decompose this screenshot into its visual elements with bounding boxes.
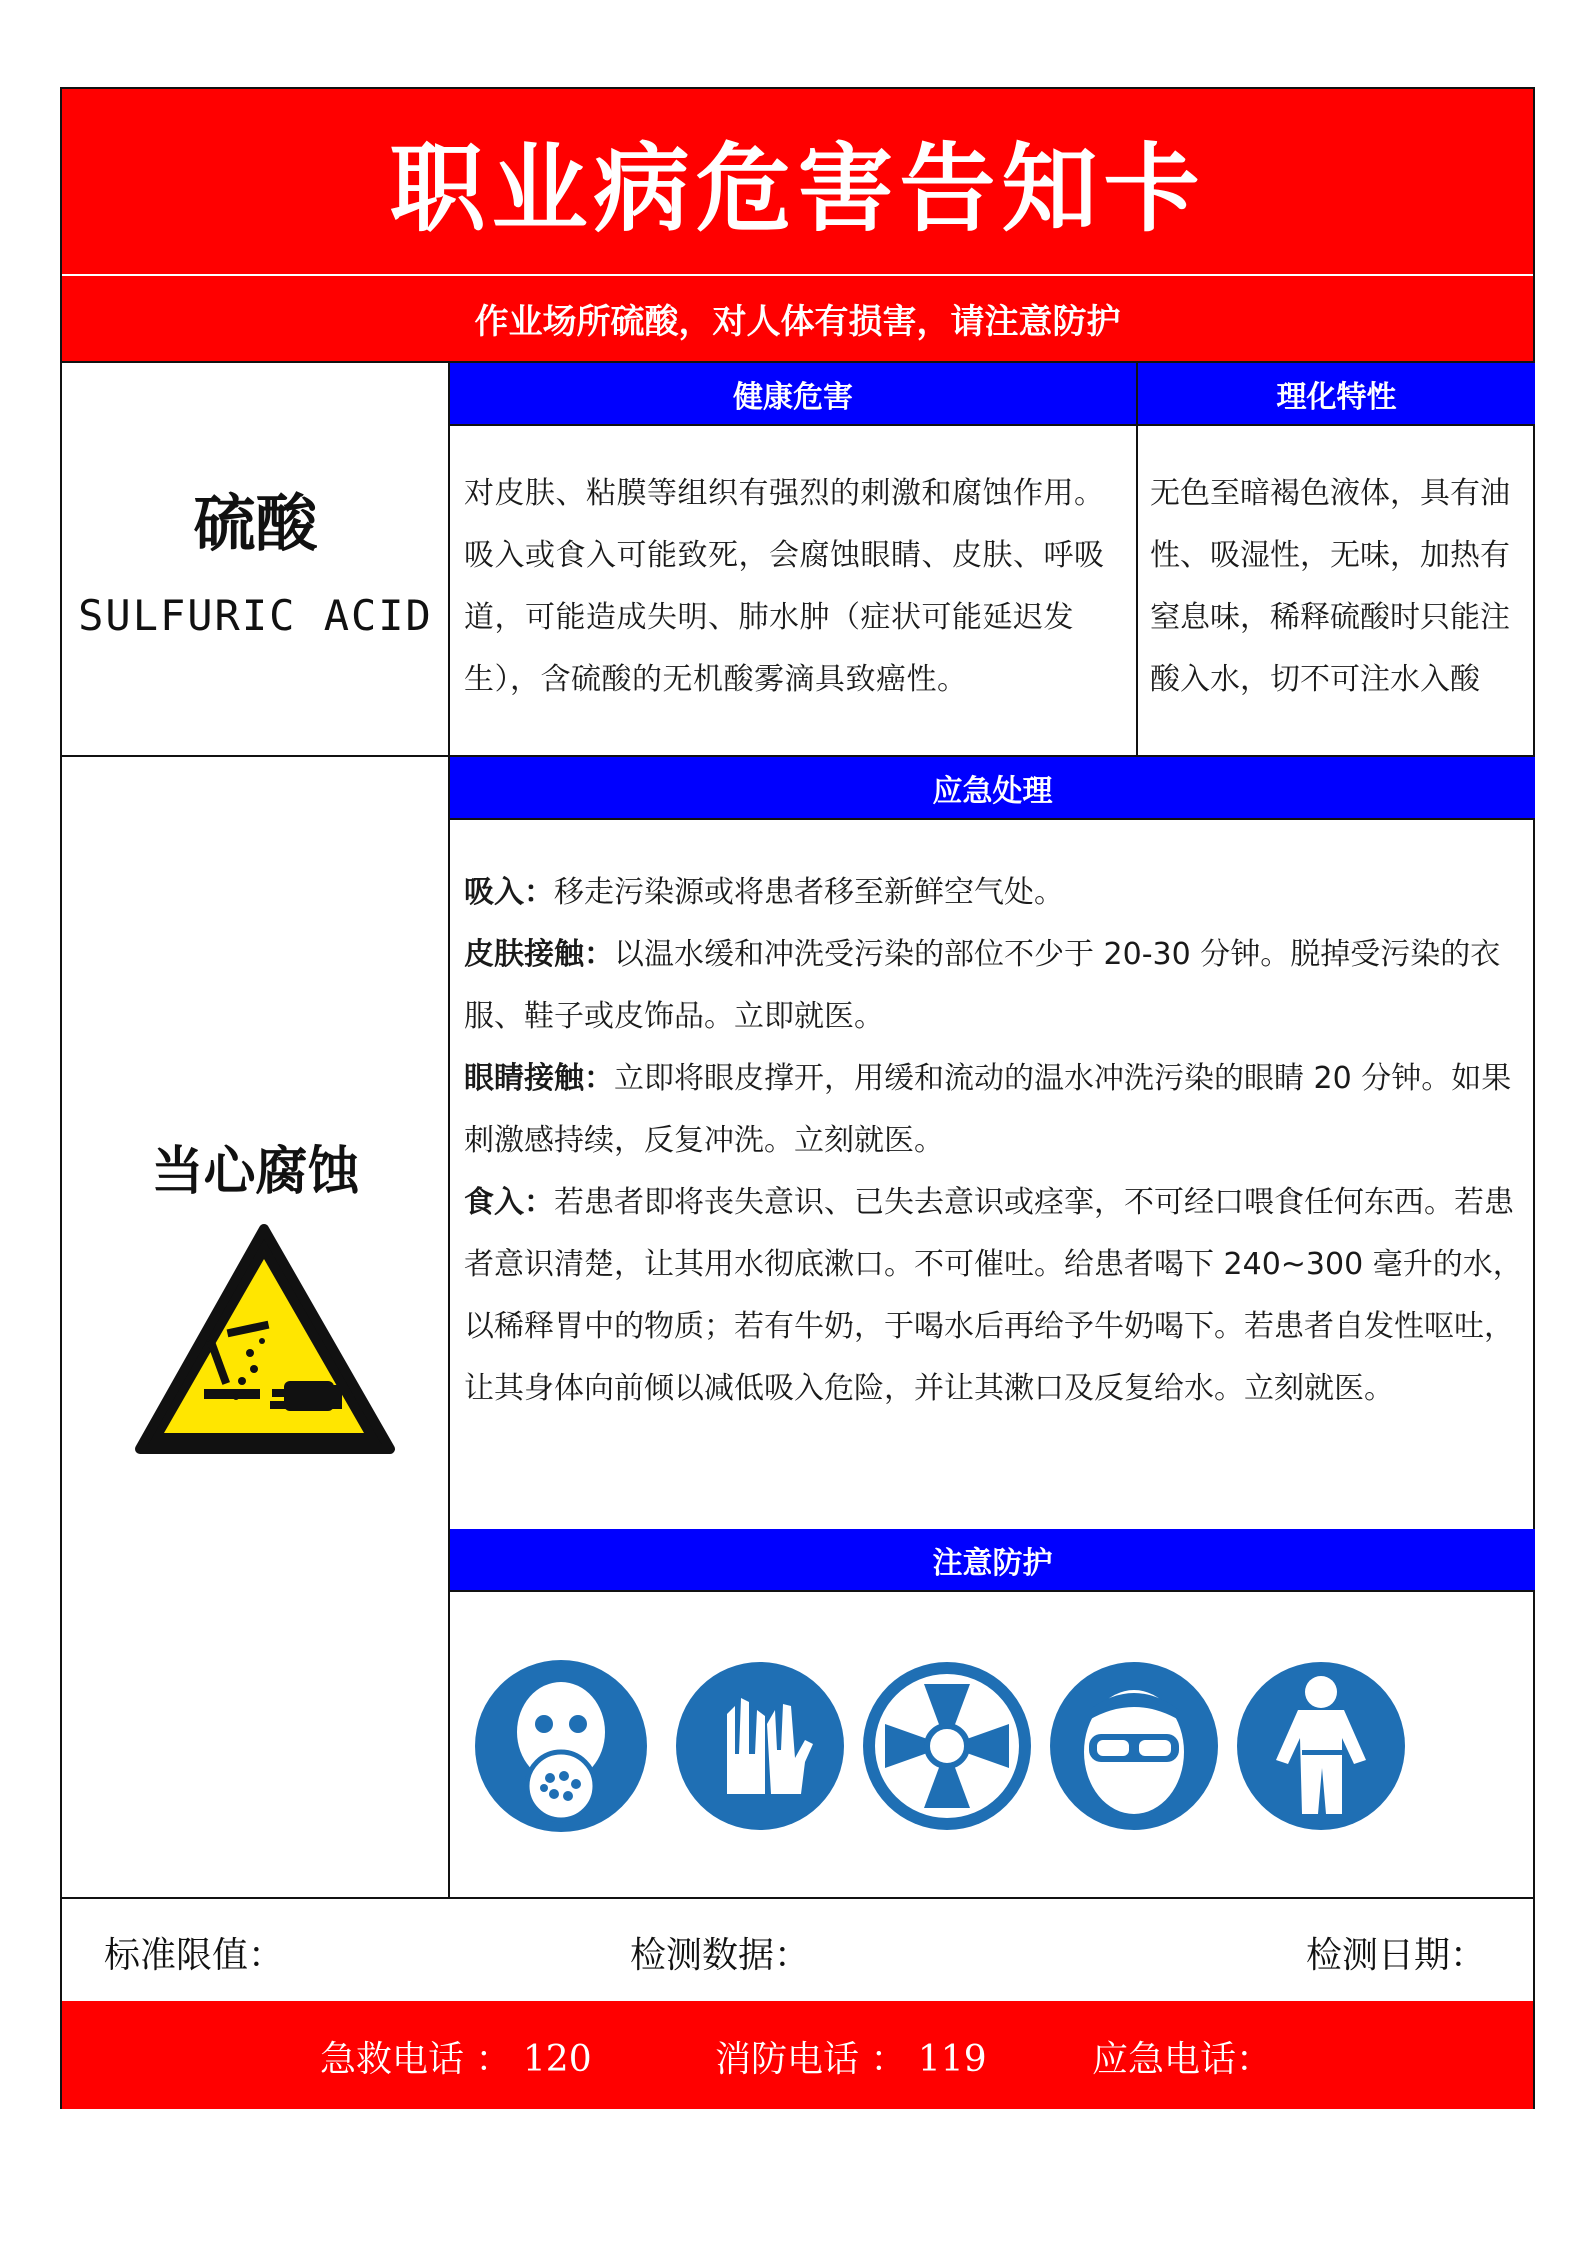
health-hazard-text: 对皮肤、粘膜等组织有强烈的刺激和腐蚀作用。吸入或食入可能致死，会腐蚀眼睛、皮肤、呼吸道，可能造成失明、肺水肿（症状可能延迟发生），含硫酸的无机酸雾滴具致癌性。 — [464, 476, 1105, 697]
physchem-text: 无色至暗褐色液体，具有油性、吸湿性，无味，加热有窒息味，稀释硫酸时只能注酸入水，切不可注水入酸 — [1150, 476, 1510, 697]
measurement-row — [62, 1899, 1533, 1999]
skin-label: 皮肤接触： — [464, 937, 614, 972]
emergency-phone-banner — [62, 2001, 1533, 2109]
detection-date-label: 检测日期： — [1306, 1935, 1487, 1976]
standard-limit-label: 标准限值： — [104, 1935, 285, 1976]
physchem-header: 理化特性 — [1138, 363, 1535, 424]
ingest-item — [464, 1172, 1526, 1420]
divider — [450, 818, 1535, 820]
hazard-notice-card — [60, 87, 1535, 2109]
title-banner — [62, 89, 1533, 274]
divider — [450, 1590, 1535, 1592]
substance-name-en: SULFURIC ACID — [78, 591, 433, 640]
protective-gloves-icon — [675, 1654, 845, 1834]
emergency-phone: 应急电话： — [1092, 2039, 1273, 2080]
protection-header: 注意防护 — [450, 1529, 1535, 1590]
substance-name-cn: 硫酸 — [193, 487, 318, 560]
emergency-text — [464, 862, 1526, 1420]
inhale-label: 吸入： — [464, 875, 554, 910]
inhale-item — [464, 862, 1526, 924]
card-subtitle: 作业场所硫酸，对人体有损害，请注意防护 — [474, 302, 1121, 342]
ventilation-icon — [862, 1654, 1032, 1834]
gas-mask-icon — [472, 1654, 650, 1834]
corrosion-warning-icon — [132, 1221, 397, 1461]
first-aid-phone: 急救电话 ： 120 — [320, 2039, 592, 2080]
warning-label: 当心腐蚀 — [151, 1142, 360, 1202]
detection-data-label: 检测数据： — [630, 1935, 811, 1976]
protective-suit-icon — [1234, 1654, 1409, 1834]
safety-goggles-icon — [1049, 1654, 1219, 1834]
card-title: 职业病危害告知卡 — [389, 133, 1206, 245]
skin-item — [464, 924, 1526, 1048]
skin-text: 以温水缓和冲洗受污染的部位不少于 20-30 分钟。脱掉受污染的衣服、鞋子或皮饰品。立即就医。 — [464, 937, 1501, 1034]
health-hazard-header: 健康危害 — [450, 363, 1136, 424]
eye-label: 眼睛接触： — [464, 1061, 614, 1096]
divider — [450, 424, 1535, 426]
eye-item — [464, 1048, 1526, 1172]
subtitle-banner — [62, 276, 1533, 361]
eye-text: 立即将眼皮撑开，用缓和流动的温水冲洗污染的眼睛 20 分钟。如果刺激感持续，反复冲洗。立刻就医。 — [464, 1061, 1512, 1158]
inhale-text: 移走污染源或将患者移至新鲜空气处。 — [554, 875, 1064, 910]
ingest-label: 食入： — [464, 1185, 554, 1220]
fire-phone: 消防电话 ： 119 — [715, 2039, 987, 2080]
ingest-text: 若患者即将丧失意识、已失去意识或痉挛，不可经口喂食任何东西。若患者意识清楚，让其用水彻底漱口。不可催吐。给患者喝下 240~300 毫升的水，以稀释胃中的物质；若有牛奶，于喝水后再给予牛奶喝下。若患者自发性呕吐，让其身体向前倾以减低吸入危险，并让其漱口及反复给水。立刻就医。 — [464, 1185, 1523, 1406]
emergency-header: 应急处理 — [450, 757, 1535, 818]
